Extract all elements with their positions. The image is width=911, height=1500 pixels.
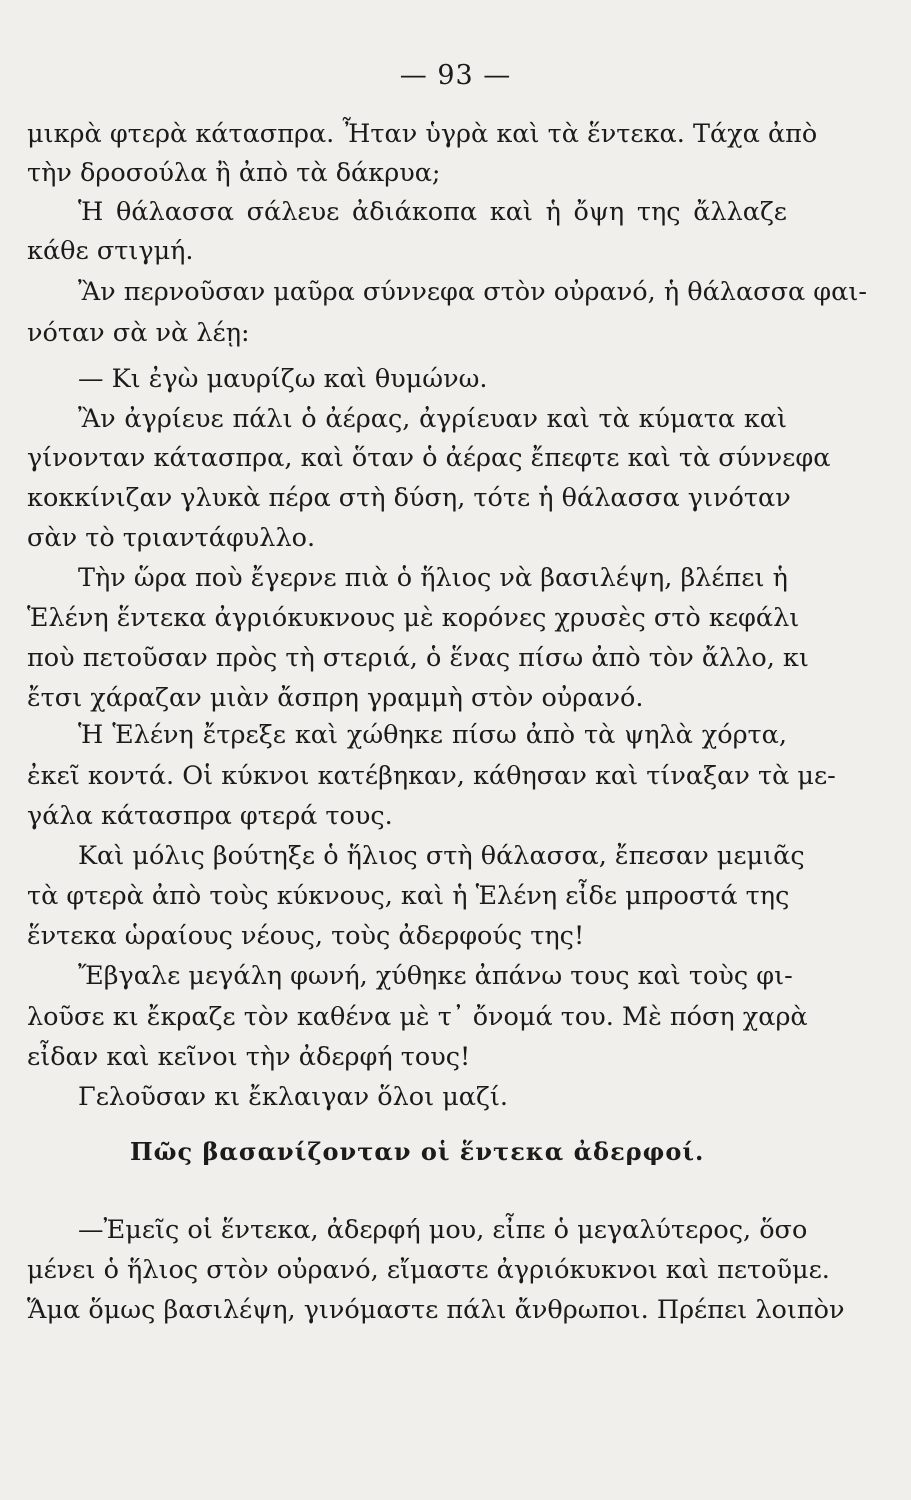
text-line: Τὴν ὥρα ποὺ ἔγερνε πιὰ ὁ ἥλιος νὰ βασιλέψη, βλέπει ἡ	[78, 563, 788, 593]
text-line: λοῦσε κι ἔκραζε τὸν καθένα μὲ τ᾽ ὄνομά του. Μὲ πόση χαρὰ	[27, 1002, 808, 1032]
text-line: —Ἐμεῖς οἱ ἕντεκα, ἀδερφή μου, εἶπε ὁ μεγαλύτερος, ὅσο	[78, 1215, 808, 1245]
text-line: Ἡ θάλασσα σάλευε ἀδιάκοπα καὶ ἡ ὄψη της ἄλλαζε	[78, 197, 787, 227]
text-line: νόταν σὰ νὰ λέῃ:	[27, 318, 250, 348]
text-line: γάλα κάτασπρα φτερά τους.	[27, 801, 393, 831]
text-line: κοκκίνιζαν γλυκὰ πέρα στὴ δύση, τότε ἡ θάλασσα γινόταν	[27, 483, 791, 513]
text-line: ἕντεκα ὡραίους νέους, τοὺς ἀδερφούς της!	[27, 921, 585, 951]
text-line: τὴν δροσούλα ἢ ἀπὸ τὰ δάκρυα;	[27, 158, 441, 188]
text-line: Ἂν ἀγρίευε πάλι ὁ ἀέρας, ἀγρίευαν καὶ τὰ κύματα καὶ	[78, 404, 787, 434]
text-line: μένει ὁ ἥλιος στὸν οὐρανό, εἴμαστε ἀγριόκυκνοι καὶ πετοῦμε.	[27, 1255, 830, 1285]
text-line: ποὺ πετοῦσαν πρὸς τὴ στεριά, ὁ ἕνας πίσω ἀπὸ τὸν ἄλλο, κι	[27, 643, 809, 673]
text-line: Ἅμα ὅμως βασιλέψη, γινόμαστε πάλι ἄνθρωποι. Πρέπει λοιπὸν	[27, 1295, 845, 1325]
text-line: γίνονταν κάτασπρα, καὶ ὅταν ὁ ἀέρας ἔπεφτε καὶ τὰ σύννεφα	[27, 443, 831, 473]
page-number: — 93 —	[399, 60, 512, 91]
text-line: σὰν τὸ τριαντάφυλλο.	[27, 523, 316, 553]
text-line: — Κι ἐγὼ μαυρίζω καὶ θυμώνω.	[78, 364, 488, 394]
text-line: Ἡ Ἑλένη ἔτρεξε καὶ χώθηκε πίσω ἀπὸ τὰ ψηλὰ χόρτα,	[78, 720, 787, 750]
text-line: Ἑλένη ἕντεκα ἀγριόκυκνους μὲ κορόνες χρυσὲς στὸ κεφάλι	[27, 603, 800, 633]
text-line: τὰ φτερὰ ἀπὸ τοὺς κύκνους, καὶ ἡ Ἑλένη εἶδε μπροστά της	[27, 881, 790, 911]
text-line: κάθε στιγμή.	[27, 236, 194, 266]
text-line: ἐκεῖ κοντά. Οἱ κύκνοι κατέβηκαν, κάθησαν καὶ τίναξαν τὰ με-	[27, 761, 836, 791]
text-line: εἶδαν καὶ κεῖνοι τὴν ἀδερφή τους!	[27, 1042, 471, 1072]
text-line: Γελοῦσαν κι ἔκλαιγαν ὅλοι μαζί.	[78, 1082, 508, 1112]
text-line: Ἔβγαλε μεγάλη φωνή, χύθηκε ἀπάνω τους καὶ τοὺς φι-	[78, 961, 793, 991]
text-line: Καὶ μόλις βούτηξε ὁ ἥλιος στὴ θάλασσα, ἔπεσαν μεμιᾶς	[78, 841, 805, 871]
text-line: ἔτσι χάραζαν μιὰν ἄσπρη γραμμὴ στὸν οὐρανό.	[27, 683, 644, 713]
text-line: μικρὰ φτερὰ κάτασπρα. Ἦταν ὑγρὰ καὶ τὰ ἕντεκα. Τάχα ἀπὸ	[27, 119, 818, 149]
section-heading: Πῶς βασανίζονταν οἱ ἕντεκα ἀδερφοί.	[130, 1137, 705, 1166]
text-line: Ἂν περνοῦσαν μαῦρα σύννεφα στὸν οὐρανό, ἡ θάλασσα φαι-	[78, 277, 867, 307]
